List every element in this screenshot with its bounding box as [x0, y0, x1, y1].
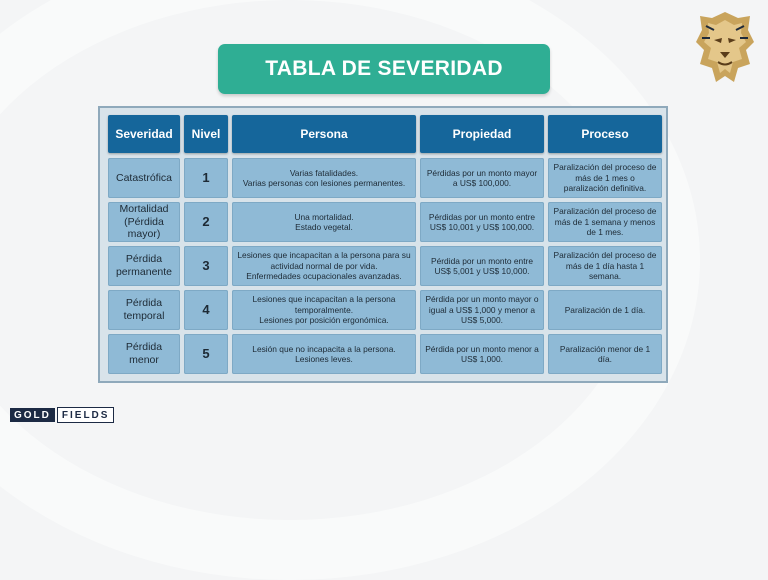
- page-title-text: TABLA DE SEVERIDAD: [265, 57, 503, 80]
- cell-proceso: Paralización del proceso de más de 1 día hasta 1 semana.: [548, 246, 662, 286]
- header-nivel: Nivel: [184, 115, 228, 153]
- cell-severidad: Mortalidad (Pérdida mayor): [108, 202, 180, 242]
- cell-propiedad: Pérdidas por un monto mayor a US$ 100,000.: [420, 158, 544, 198]
- header-propiedad: Propiedad: [420, 115, 544, 153]
- cell-nivel: 1: [184, 158, 228, 198]
- cell-proceso: Paralización menor de 1 día.: [548, 334, 662, 374]
- cell-nivel: 3: [184, 246, 228, 286]
- cell-persona: Una mortalidad. Estado vegetal.: [232, 202, 416, 242]
- cell-severidad: Pérdida menor: [108, 334, 180, 374]
- cell-proceso: Paralización del proceso de más de 1 semana y menos de 1 mes.: [548, 202, 662, 242]
- header-persona: Persona: [232, 115, 416, 153]
- lion-logo-icon: [694, 10, 756, 86]
- severity-table: [98, 106, 668, 383]
- cell-persona: Lesiones que incapacitan a la persona temporalmente. Lesiones por posición ergonómica.: [232, 290, 416, 330]
- header-proceso: Proceso: [548, 115, 662, 153]
- brand-word-2: FIELDS: [57, 407, 115, 423]
- cell-propiedad: Pérdidas por un monto entre US$ 10,001 y US$ 100,000.: [420, 202, 544, 242]
- cell-nivel: 4: [184, 290, 228, 330]
- cell-persona: Varias fatalidades. Varias personas con lesiones permanentes.: [232, 158, 416, 198]
- cell-persona: Lesiones que incapacitan a la persona para su actividad normal de por vida. Enfermedades ocupacionales avanzadas.: [232, 246, 416, 286]
- cell-nivel: 5: [184, 334, 228, 374]
- cell-nivel: 2: [184, 202, 228, 242]
- page-title: [218, 44, 550, 94]
- cell-severidad: Catastrófica: [108, 158, 180, 198]
- cell-proceso: Paralización de 1 día.: [548, 290, 662, 330]
- header-severidad: Severidad: [108, 115, 180, 153]
- cell-propiedad: Pérdida por un monto menor a US$ 1,000.: [420, 334, 544, 374]
- cell-severidad: Pérdida permanente: [108, 246, 180, 286]
- gold-fields-logo: [10, 408, 114, 422]
- cell-severidad: Pérdida temporal: [108, 290, 180, 330]
- cell-persona: Lesión que no incapacita a la persona. Lesiones leves.: [232, 334, 416, 374]
- cell-propiedad: Pérdida por un monto entre US$ 5,001 y US$ 10,000.: [420, 246, 544, 286]
- brand-word-1: GOLD: [10, 408, 55, 422]
- cell-proceso: Paralización del proceso de más de 1 mes o paralización definitiva.: [548, 158, 662, 198]
- cell-propiedad: Pérdida por un monto mayor o igual a US$ 1,000 y menor a US$ 5,000.: [420, 290, 544, 330]
